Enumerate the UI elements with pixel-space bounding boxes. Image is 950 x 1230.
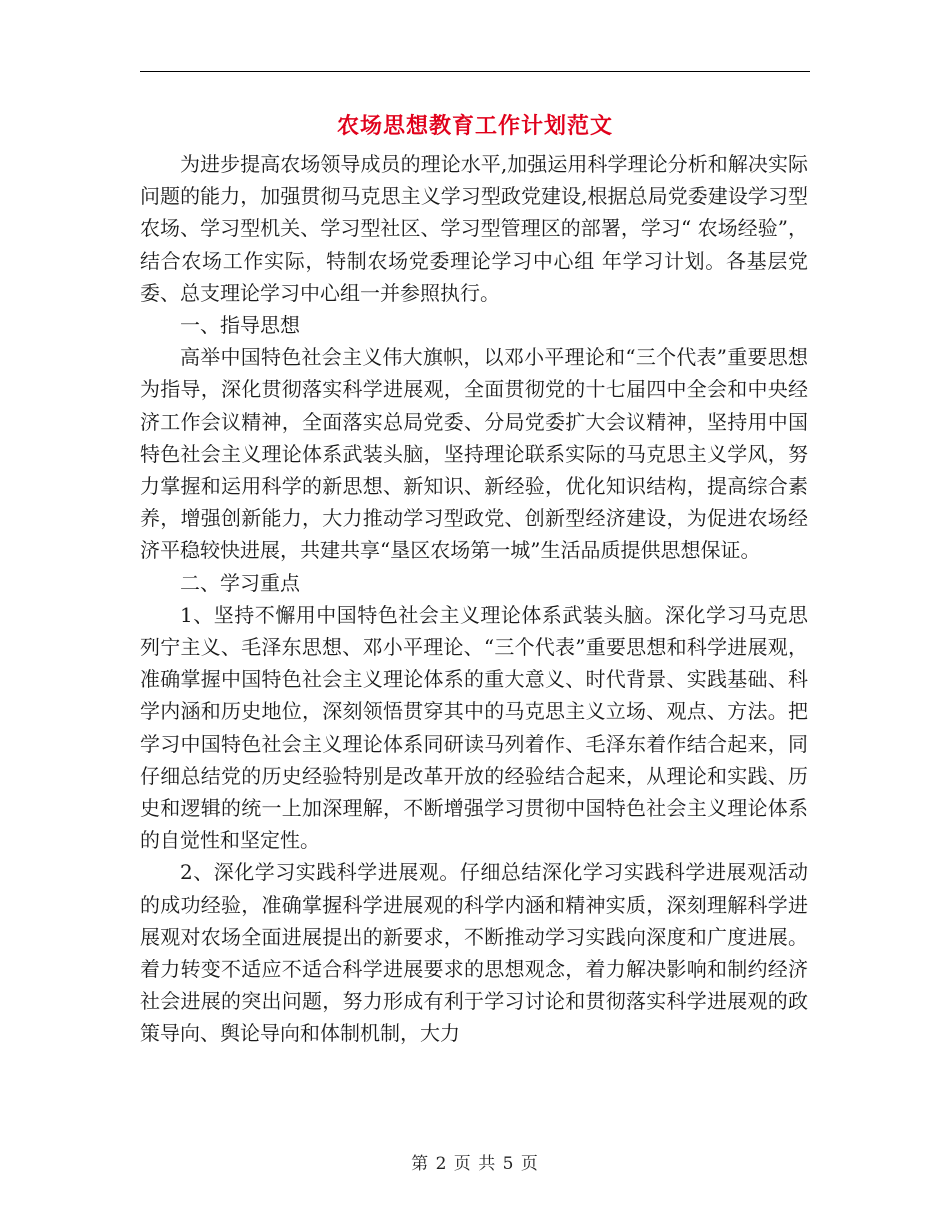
intro-paragraph: 为进步提高农场领导成员的理论水平,加强运用科学理论分析和解决实际问题的能力，加强贯彻马克思主义学习型政党建设,根据总局党委建设学习型农场、学习型机关、学习型社区、学习型管理区的部署，学习“ 农场经验”，结合农场工作实际，特制农场党委理论学习中心组 年学习计划。各基层党委、总支理论学习中心组一并参照执行。 xyxy=(140,152,808,305)
document-body xyxy=(140,148,808,1050)
section-heading-study-focus: 二、学习重点 xyxy=(180,570,300,595)
section-heading-guiding-thought: 一、指导思想 xyxy=(180,313,300,338)
study-focus-item-2: 2、深化学习实践科学进展观。仔细总结深化学习实践科学进展观活动的成功经验，准确掌握科学进展观的科学内涵和精神实质，深刻理解科学进展观对农场全面进展提出的新要求，不断推动学习实践向深度和广度进展。着力转变不适应不适合科学进展要求的思想观念，着力解决影响和制约经济社会进展的突出问题，努力形成有利于学习讨论和贯彻落实科学进展观的政策导向、舆论导向和体制机制，大力 xyxy=(140,860,808,1046)
page-number-footer: 第 2 页 共 5 页 xyxy=(411,1154,539,1174)
guiding-thought-paragraph: 高举中国特色社会主义伟大旗帜，以邓小平理论和“三个代表”重要思想为指导，深化贯彻落实科学进展观，全面贯彻党的十七届四中全会和中央经济工作会议精神，全面落实总局党委、分局党委扩大会议精神，坚持用中国特色社会主义理论体系武装头脑，坚持理论联系实际的马克思主义学风，努力掌握和运用科学的新思想、新知识、新经验，优化知识结构，提高综合素养，增强创新能力，大力推动学习型政党、创新型经济建设，为促进农场经济平稳较快进展，共建共享“垦区农场第一城”生活品质提供思想保证。 xyxy=(140,345,808,563)
header-rule xyxy=(140,71,810,72)
study-focus-item-1: 1、坚持不懈用中国特色社会主义理论体系武装头脑。深化学习马克思列宁主义、毛泽东思想、邓小平理论、“三个代表”重要思想和科学进展观，准确掌握中国特色社会主义理论体系的重大意义、时代背景、实践基础、科学内涵和历史地位，深刻领悟贯穿其中的马克思主义立场、观点、方法。把学习中国特色社会主义理论体系同研读马列着作、毛泽东着作结合起来，同仔细总结党的历史经验特别是改革开放的经验结合起来，从理论和实践、历史和逻辑的统一上加深理解，不断增强学习贯彻中国特色社会主义理论体系的自觉性和坚定性。 xyxy=(140,602,808,853)
document-title: 农场思想教育工作计划范文 xyxy=(336,113,613,139)
